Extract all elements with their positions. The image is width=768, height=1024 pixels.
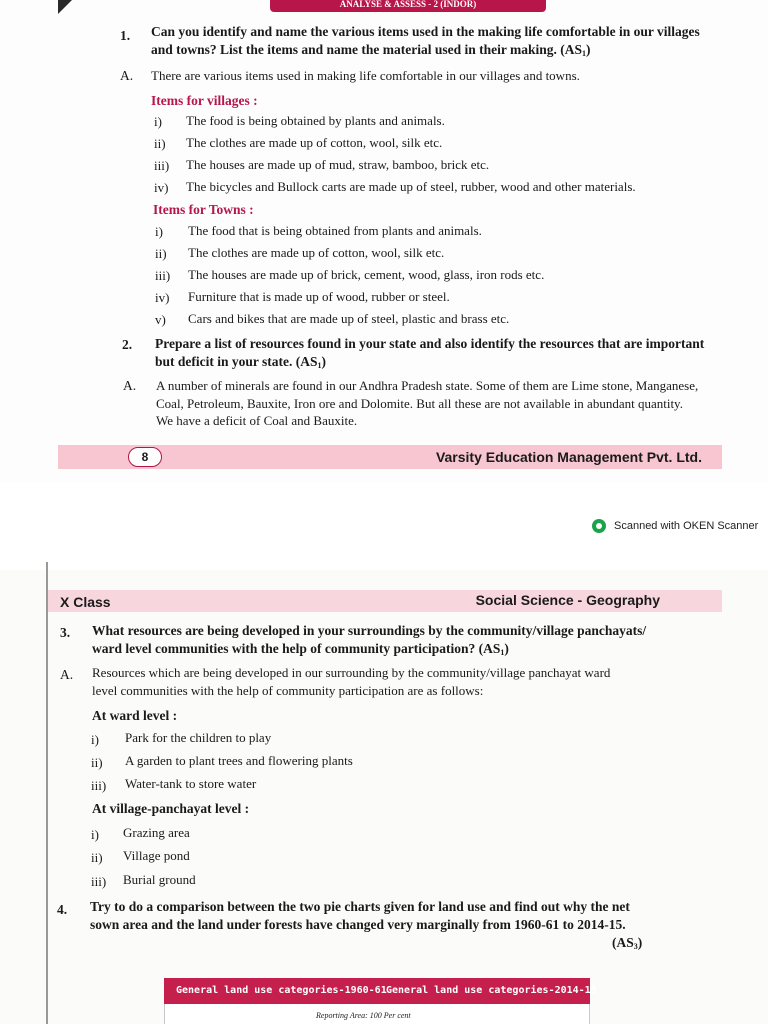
answer-3-line-2: level communities with the help of community participation are as follows:	[92, 683, 484, 698]
list-item: Water-tank to store water	[125, 776, 257, 791]
list-number: iii)	[155, 268, 171, 283]
question-3-line-1: What resources are being developed in your surroundings by the community/village panchayats/	[92, 623, 647, 638]
list-item: Park for the children to play	[125, 730, 272, 745]
question-1-line-1: Can you identify and name the various items used in the making life comfortable in our villages	[151, 24, 700, 39]
list-item: Burial ground	[123, 872, 196, 887]
towns-heading: Items for Towns :	[153, 202, 254, 217]
question-4-line-2: sown area and the land under forests have changed very marginally from 1960-61 to 2014-15.	[90, 917, 626, 932]
answer-2-line-3: We have a deficit of Coal and Bauxite.	[156, 413, 358, 428]
village-panchayat-heading: At village-panchayat level :	[92, 801, 250, 816]
list-number: i)	[91, 732, 99, 747]
chart-title-2014: General land use categories-2014-15	[386, 985, 597, 996]
answer-label: A.	[60, 667, 74, 682]
list-item: Village pond	[123, 848, 190, 863]
list-number: iv)	[155, 290, 170, 305]
reporting-area-label: Reporting Area: 100 Per cent	[316, 1011, 411, 1020]
list-item: The clothes are made up of cotton, wool, silk etc.	[188, 245, 445, 260]
list-number: ii)	[154, 136, 166, 151]
list-item: The food is being obtained by plants and animals.	[186, 113, 445, 128]
page-edge	[46, 562, 48, 1024]
list-number: i)	[91, 827, 99, 842]
list-number: ii)	[91, 850, 103, 865]
villages-heading: Items for villages :	[151, 93, 258, 108]
list-item: The bicycles and Bullock carts are made up of steel, rubber, wood and other materials.	[186, 179, 636, 194]
question-4-standard-tag: $(AS_3)$	[612, 935, 643, 951]
answer-label: A.	[120, 68, 134, 83]
answer-1-intro: There are various items used in making life comfortable in our villages and towns.	[151, 68, 580, 83]
list-item: Furniture that is made up of wood, rubber or steel.	[188, 289, 450, 304]
question-1-line-2: and towns? List the items and name the material used in their making. $(AS_1)$	[151, 42, 591, 58]
list-number: iii)	[91, 874, 107, 889]
question-2-line-2: but deficit in your state. $(AS_1)$	[155, 354, 327, 370]
list-number: iii)	[154, 158, 170, 173]
list-item: The houses are made up of mud, straw, bamboo, brick etc.	[186, 157, 490, 172]
question-number: 3.	[60, 625, 71, 640]
list-item: Cars and bikes that are made up of steel, plastic and brass etc.	[188, 311, 510, 326]
question-number: 1.	[120, 28, 131, 43]
scanner-watermark: Scanned with OKEN Scanner	[614, 520, 759, 532]
list-item: The houses are made up of brick, cement, wood, glass, iron rods etc.	[188, 267, 545, 282]
list-number: ii)	[91, 755, 103, 770]
question-4-line-1: Try to do a comparison between the two pie charts given for land use and find out why the net	[90, 899, 630, 914]
question-2-line-1: Prepare a list of resources found in your state and also identify the resources that are important	[155, 336, 705, 351]
answer-label: A.	[123, 378, 137, 393]
question-number: 2.	[122, 337, 133, 352]
chart-title-1960: General land use categories-1960-61	[176, 985, 387, 996]
answer-2-line-1: A number of minerals are found in our Andhra Pradesh state. Some of them are Lime stone, Manganese,	[156, 378, 699, 393]
list-item: The clothes are made up of cotton, wool, silk etc.	[186, 135, 443, 150]
header-subject: Social Science - Geography	[475, 592, 660, 608]
list-number: i)	[155, 224, 163, 239]
list-number: iii)	[91, 778, 107, 793]
list-number: iv)	[154, 180, 169, 195]
footer-brand: Varsity Education Management Pvt. Ltd.	[435, 449, 702, 465]
list-number: v)	[155, 312, 166, 327]
list-item: A garden to plant trees and flowering plants	[125, 753, 353, 768]
question-3-line-2: ward level communities with the help of community participation? $(AS_1)$	[92, 641, 509, 657]
question-number: 4.	[57, 902, 68, 917]
list-item: Grazing area	[123, 825, 190, 840]
answer-2-line-2: Coal, Petroleum, Bauxite, Iron ore and Dolomite. But all these are not available in abundant quantity.	[156, 396, 683, 411]
page-number: 8	[128, 447, 162, 467]
section-banner: ANALYSE & ASSESS - 2 (INDOR)	[270, 0, 546, 12]
list-number: ii)	[155, 246, 167, 261]
scanner-logo-icon	[592, 519, 606, 533]
list-item: The food that is being obtained from plants and animals.	[188, 223, 482, 238]
header-class: X Class	[60, 594, 111, 610]
ward-heading: At ward level :	[92, 708, 178, 723]
list-number: i)	[154, 114, 162, 129]
answer-3-line-1: Resources which are being developed in our surrounding by the community/village panchayat ward	[92, 665, 611, 680]
